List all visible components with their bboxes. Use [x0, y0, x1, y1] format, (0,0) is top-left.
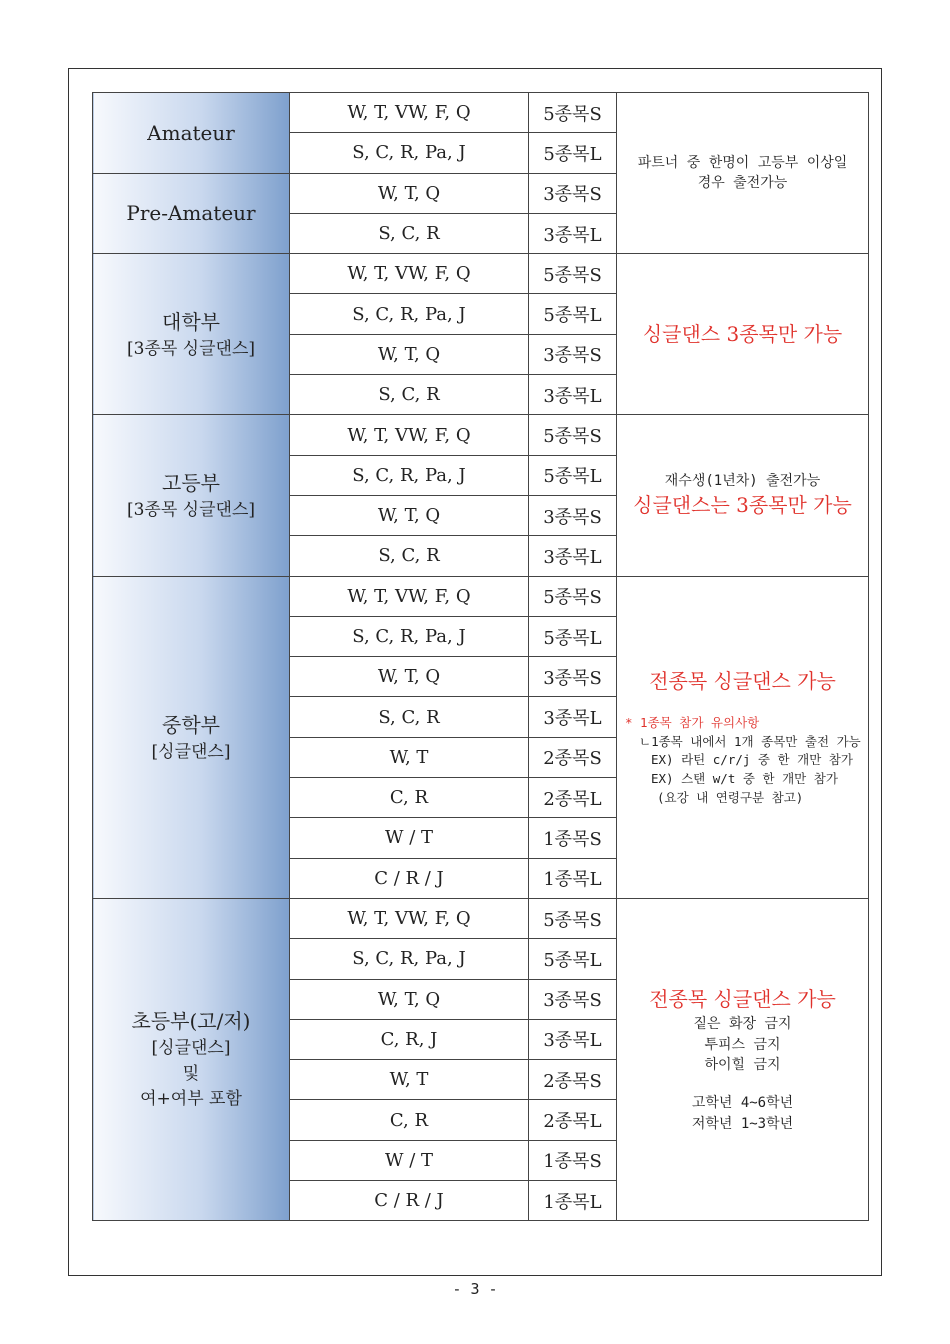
count-cell: 5종목S — [529, 415, 617, 455]
division-pre-amateur: Pre-Amateur — [93, 173, 290, 254]
event-cell: S, C, R, Pa, J — [290, 133, 529, 173]
count-cell: 5종목S — [529, 93, 617, 133]
count-cell: 3종목L — [529, 1019, 617, 1059]
count-cell: 3종목S — [529, 657, 617, 697]
count-cell: 5종목S — [529, 898, 617, 938]
event-cell: W, T, VW, F, Q — [290, 576, 529, 616]
event-cell: C / R / J — [290, 858, 529, 898]
table-row — [93, 898, 869, 938]
event-cell: W, T, VW, F, Q — [290, 898, 529, 938]
count-cell: 3종목S — [529, 173, 617, 213]
event-cell: W, T, VW, F, Q — [290, 93, 529, 133]
count-cell: 3종목S — [529, 979, 617, 1019]
event-cell: W, T, VW, F, Q — [290, 254, 529, 294]
count-cell: 5종목S — [529, 254, 617, 294]
event-cell: S, C, R — [290, 375, 529, 415]
note-elementary: 전종목 싱글댄스 가능 짙은 화장 금지 투피스 금지 하이힐 금지 고학년 4~6학년 저학년 1~3학년 — [617, 898, 869, 1220]
note-university: 싱글댄스 3종목만 가능 — [617, 254, 869, 415]
table-row — [93, 576, 869, 616]
event-cell: W, T, VW, F, Q — [290, 415, 529, 455]
count-cell: 3종목L — [529, 375, 617, 415]
division-university: 대학부 [3종목 싱글댄스] — [93, 254, 290, 415]
event-cell: S, C, R, Pa, J — [290, 294, 529, 334]
event-cell: S, C, R — [290, 213, 529, 253]
event-cell: W, T, Q — [290, 495, 529, 535]
note-middle-school: 전종목 싱글댄스 가능 * 1종목 참가 유의사항 ㄴ1종목 내에서 1개 종목만 출전 가능 EX) 라틴 c/r/j 중 한 개만 참가 EX) 스탠 w/t 중 한 개만 참가 (요강 내 연령구분 참고) — [617, 576, 869, 898]
event-cell: S, C, R, Pa, J — [290, 939, 529, 979]
event-cell: C / R / J — [290, 1181, 529, 1221]
count-cell: 3종목L — [529, 213, 617, 253]
count-cell: 3종목L — [529, 697, 617, 737]
table-row — [93, 93, 869, 133]
count-cell: 5종목L — [529, 939, 617, 979]
event-cell: W, T, Q — [290, 173, 529, 213]
division-table — [92, 92, 869, 1221]
count-cell: 1종목L — [529, 1181, 617, 1221]
division-middle-school: 중학부 [싱글댄스] — [93, 576, 290, 898]
count-cell: 3종목S — [529, 334, 617, 374]
division-amateur: Amateur — [93, 93, 290, 174]
event-cell: S, C, R — [290, 697, 529, 737]
count-cell: 5종목L — [529, 455, 617, 495]
division-high-school: 고등부 [3종목 싱글댄스] — [93, 415, 290, 576]
count-cell: 2종목L — [529, 1100, 617, 1140]
count-cell: 1종목S — [529, 1140, 617, 1180]
event-cell: W, T, Q — [290, 334, 529, 374]
event-cell: W, T — [290, 1060, 529, 1100]
count-cell: 2종목L — [529, 778, 617, 818]
count-cell: 5종목S — [529, 576, 617, 616]
count-cell: 2종목S — [529, 1060, 617, 1100]
page-number: - 3 - — [452, 1280, 498, 1298]
count-cell: 5종목L — [529, 616, 617, 656]
event-cell: C, R — [290, 1100, 529, 1140]
event-cell: S, C, R — [290, 536, 529, 576]
note-high-school: 재수생(1년차) 출전가능 싱글댄스는 3종목만 가능 — [617, 415, 869, 576]
count-cell: 3종목S — [529, 495, 617, 535]
division-elementary: 초등부(고/저) [싱글댄스] 및 여+여부 포함 — [93, 898, 290, 1220]
event-cell: S, C, R, Pa, J — [290, 455, 529, 495]
count-cell: 5종목L — [529, 133, 617, 173]
event-cell: C, R, J — [290, 1019, 529, 1059]
count-cell: 1종목L — [529, 858, 617, 898]
event-cell: S, C, R, Pa, J — [290, 616, 529, 656]
count-cell: 1종목S — [529, 818, 617, 858]
count-cell: 3종목L — [529, 536, 617, 576]
event-cell: W, T — [290, 737, 529, 777]
event-cell: W, T, Q — [290, 657, 529, 697]
table-row — [93, 415, 869, 455]
event-cell: W / T — [290, 1140, 529, 1180]
event-cell: W, T, Q — [290, 979, 529, 1019]
note-amateur: 파트너 중 한명이 고등부 이상일 경우 출전가능 — [617, 93, 869, 254]
table-row — [93, 254, 869, 294]
event-cell: W / T — [290, 818, 529, 858]
event-cell: C, R — [290, 778, 529, 818]
count-cell: 5종목L — [529, 294, 617, 334]
count-cell: 2종목S — [529, 737, 617, 777]
